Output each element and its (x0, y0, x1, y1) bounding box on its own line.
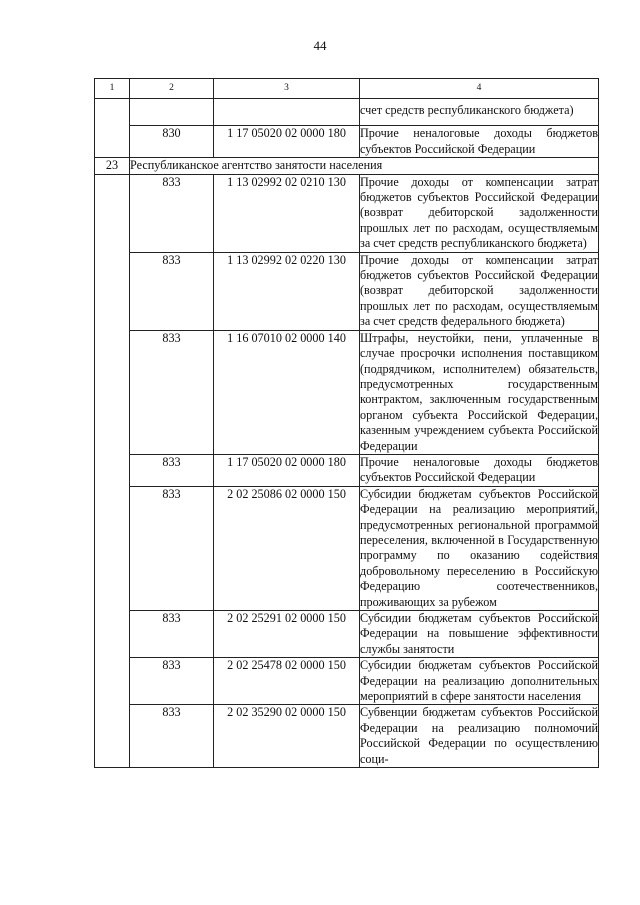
revenue-description: Субвенции бюджетам субъектов Российской Федерации на реализацию полномочий Российской Федерации по осуществлению соци- (360, 705, 598, 766)
table-row (95, 330, 599, 454)
budget-classification-code: 1 13 02992 02 0210 130 (214, 174, 360, 252)
budget-classification-code: 1 13 02992 02 0220 130 (214, 252, 360, 330)
empty-cell (214, 99, 360, 126)
table-row (95, 126, 599, 158)
column-number-header-row (95, 79, 599, 99)
empty-cell (95, 174, 130, 767)
admin-code: 833 (130, 611, 214, 658)
agency-name: Республиканское агентство занятости населения (130, 158, 599, 174)
budget-classification-code: 1 17 05020 02 0000 180 (214, 126, 360, 158)
section-number: 23 (95, 158, 130, 174)
revenue-description: Субсидии бюджетам субъектов Российской Федерации на реализацию мероприятий, предусмотренных региональной программой переселения, включенной в Государственную программу по оказанию содействия добровольному переселению в Российскую Федерацию соотечественников, проживающих за рубежом (360, 486, 598, 609)
admin-code: 833 (130, 174, 214, 252)
table-row (95, 705, 599, 768)
budget-classification-code: 2 02 25478 02 0000 150 (214, 658, 360, 705)
revenue-description: Субсидии бюджетам субъектов Российской Федерации на повышение эффективности службы занятости (360, 611, 598, 656)
column-number-4: 4 (360, 79, 599, 99)
admin-code: 833 (130, 705, 214, 768)
revenue-description: Прочие неналоговые доходы бюджетов субъектов Российской Федерации (360, 126, 598, 156)
admin-code: 833 (130, 454, 214, 486)
column-number-3: 3 (214, 79, 360, 99)
admin-code: 830 (130, 126, 214, 158)
revenue-description: Прочие доходы от компенсации затрат бюджетов субъектов Российской Федерации (возврат дебиторской задолженности прошлых лет по расходам, осуществляемым за счет средств федерального бюджета) (360, 252, 598, 329)
budget-classification-code: 2 02 35290 02 0000 150 (214, 705, 360, 768)
budget-classification-code: 1 17 05020 02 0000 180 (214, 454, 360, 486)
revenue-description: Прочие неналоговые доходы бюджетов субъектов Российской Федерации (360, 454, 598, 485)
revenue-description: Субсидии бюджетам субъектов Российской Федерации на реализацию дополнительных мероприятий в сфере занятости населения (360, 658, 598, 704)
revenue-description: Штрафы, неустойки, пени, уплаченные в случае просрочки исполнения поставщиком (подрядчиком, исполнителем) обязательств, предусмотренных государственным контрактом, заключенным государственным органом субъекта Российской Федерации, казенным учреждением субъекта Российской Федерации (360, 330, 598, 453)
continuation-text: счет средств республиканского бюджета) (360, 99, 599, 126)
table-row (95, 658, 599, 705)
budget-classification-code: 1 16 07010 02 0000 140 (214, 330, 360, 454)
table-row (95, 252, 599, 330)
admin-code: 833 (130, 486, 214, 610)
table-row (95, 174, 599, 252)
empty-cell (95, 99, 130, 158)
table-row (95, 611, 599, 658)
admin-code: 833 (130, 658, 214, 705)
table-row (95, 486, 599, 610)
page-number: 44 (313, 38, 327, 53)
section-row (95, 158, 599, 174)
admin-code: 833 (130, 252, 214, 330)
continuation-row (95, 99, 599, 126)
column-number-2: 2 (130, 79, 214, 99)
admin-code: 833 (130, 330, 214, 454)
empty-cell (130, 99, 214, 126)
table-row (95, 454, 599, 486)
revenue-table (94, 78, 599, 768)
revenue-description: Прочие доходы от компенсации затрат бюджетов субъектов Российской Федерации (возврат дебиторской задолженности прошлых лет по расходам, осуществляемым за счет средств республиканского бюджета) (360, 174, 598, 251)
column-number-1: 1 (95, 79, 130, 99)
budget-classification-code: 2 02 25291 02 0000 150 (214, 611, 360, 658)
budget-classification-code: 2 02 25086 02 0000 150 (214, 486, 360, 610)
